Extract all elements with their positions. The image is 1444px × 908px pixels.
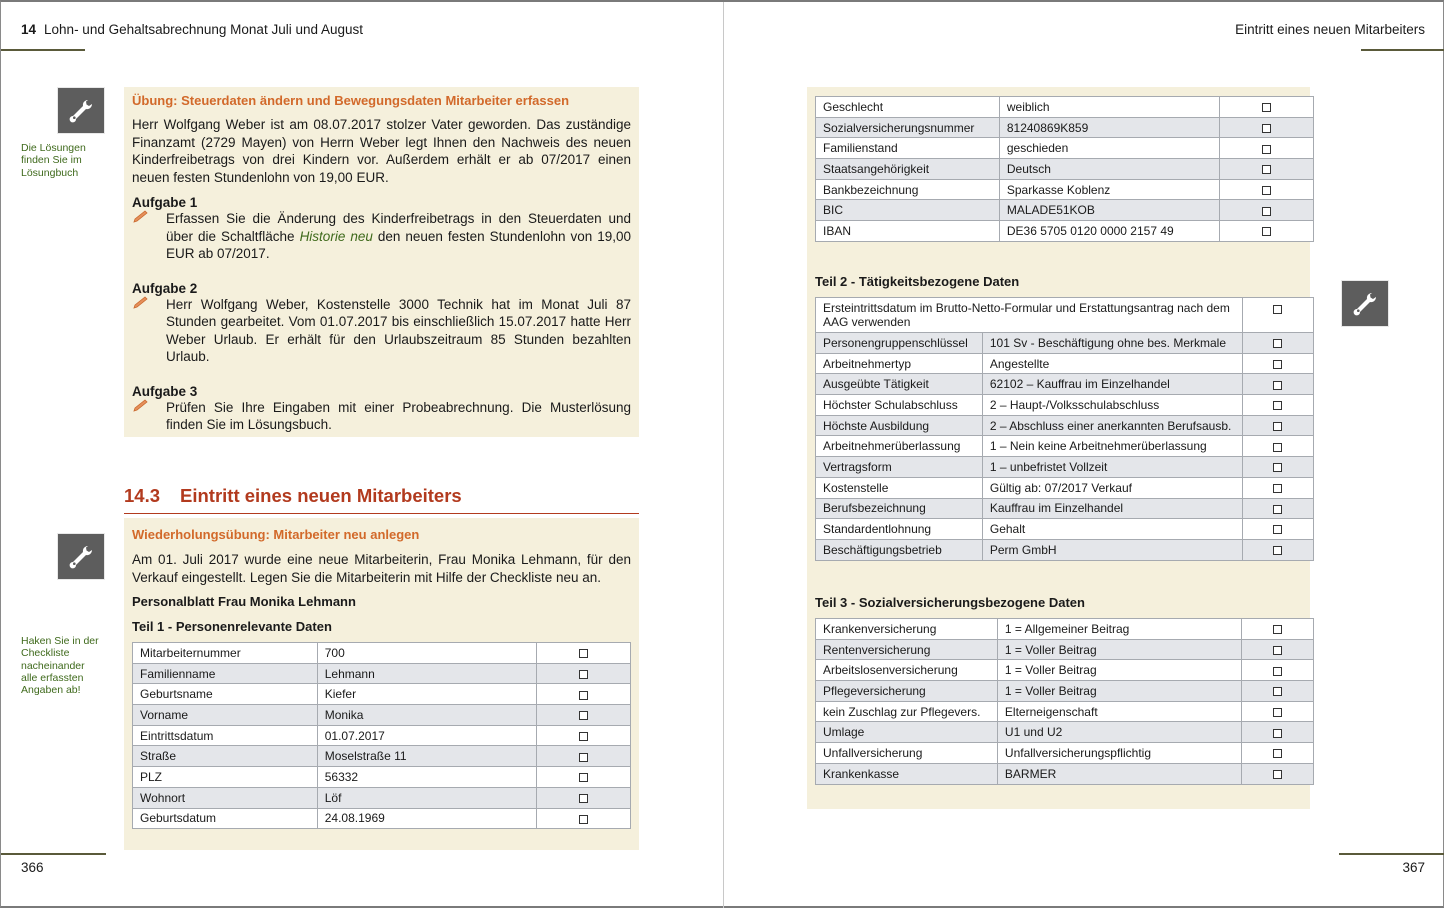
row-label: Geburtsdatum [133,808,318,829]
row-value: Monika [317,705,537,726]
exercise-intro: Herr Wolfgang Weber ist am 08.07.2017 stolzer Vater geworden. Das zuständige Finanzamt (2729 Mayen) von Herrn Weber legt Ihnen den Nachweis des neuen Kinderfreibetrags von drei Kindern vor. Außerdem erhält er ab 07/2017 einen neuen festen Stundenlohn von 19,00 EUR. [132,117,631,185]
checkbox-icon[interactable] [1273,484,1282,493]
checkbox-cell[interactable] [537,643,631,664]
part2-checklist-table [815,297,1314,561]
checkbox-cell[interactable] [537,787,631,808]
row-label: Krankenversicherung [816,619,998,640]
part2-title: Teil 2 - Tätigkeitsbezogene Daten [815,274,1020,289]
row-label: Ausgeübte Tätigkeit [816,374,983,395]
exercise-box [124,87,639,437]
table-row [133,767,631,788]
sheet-title: Personalblatt Frau Monika Lehmann [132,594,356,609]
exercise-title: Übung: Steuerdaten ändern und Bewegungsdaten Mitarbeiter erfassen [132,93,570,108]
table-row [133,808,631,829]
checkbox-cell[interactable] [537,725,631,746]
checkbox-cell[interactable] [1242,743,1314,764]
pencil-icon [132,399,150,413]
table-row [816,221,1314,242]
checkbox-icon[interactable] [1273,339,1282,348]
table-row [816,539,1314,560]
row-label: Bankbezeichnung [816,179,1000,200]
table-row [133,725,631,746]
row-label: kein Zuschlag zur Pflegevers. [816,701,998,722]
row-value: 101 Sv - Beschäftigung ohne bes. Merkmale [982,333,1242,354]
checkbox-icon[interactable] [1273,422,1282,431]
checkbox-cell[interactable] [1242,639,1314,660]
page-number-left: 366 [21,860,44,875]
row-label: Kostenstelle [816,477,983,498]
table-row [816,138,1314,159]
checkbox-icon[interactable] [579,691,588,700]
table-row [133,663,631,684]
row-label: Beschäftigungsbetrieb [816,539,983,560]
table-row [133,705,631,726]
chapter-title: Lohn- und Gehaltsabrechnung Monat Juli und August [44,22,364,37]
table-row [816,639,1314,660]
checkbox-icon[interactable] [579,670,588,679]
right-page [724,2,1444,908]
table-row [816,722,1314,743]
row-label: Berufsbezeichnung [816,498,983,519]
checkbox-icon[interactable] [1273,770,1282,779]
chapter-number: 14 [21,22,37,37]
header-rule [1361,49,1444,51]
row-label: Höchste Ausbildung [816,415,983,436]
row-value: geschieden [999,138,1219,159]
checkbox-icon[interactable] [1273,729,1282,738]
checkbox-cell[interactable] [537,684,631,705]
table-row [816,619,1314,640]
row-label: Familienstand [816,138,1000,159]
checkbox-icon[interactable] [1273,749,1282,758]
row-label: Staatsangehörigkeit [816,159,1000,180]
checkbox-cell[interactable] [1242,477,1313,498]
part1-checklist-table [132,642,631,829]
checkbox-cell[interactable] [1242,722,1314,743]
row-label: Sozialversicherungsnummer [816,117,1000,138]
row-value: Angestellte [982,353,1242,374]
checkbox-icon[interactable] [579,732,588,741]
row-value: Gehalt [982,519,1242,540]
repeat-exercise-title: Wiederholungsübung: Mitarbeiter neu anlegen [132,527,420,542]
checkbox-icon[interactable] [579,815,588,824]
checkbox-icon[interactable] [579,649,588,658]
checkbox-icon[interactable] [1262,165,1271,174]
row-value: MALADE51KOB [999,200,1219,221]
table-row [816,117,1314,138]
checkbox-icon[interactable] [1273,625,1282,634]
pencil-icon [132,296,150,310]
repeat-exercise-intro: Am 01. Juli 2017 wurde eine neue Mitarbeiterin, Frau Monika Lehmann, für den Verkauf eingestellt. Legen Sie die Mitarbeiterin mit Hilfe der Checkliste neu an. [132,552,631,585]
row-label: Vorname [133,705,318,726]
row-value: 700 [317,643,537,664]
checkbox-icon[interactable] [1273,708,1282,717]
checkbox-icon[interactable] [1262,103,1271,112]
page-number-right: 367 [1402,860,1425,875]
checkbox-icon[interactable] [1262,145,1271,154]
table-row [816,660,1314,681]
row-value: Elterneigenschaft [997,701,1241,722]
row-label: Pflegeversicherung [816,681,998,702]
table-row [816,97,1314,118]
table-row [816,298,1314,333]
checkbox-icon[interactable] [1262,207,1271,216]
row-value: 62102 – Kauffrau im Einzelhandel [982,374,1242,395]
row-label: Wohnort [133,787,318,808]
table-row [133,746,631,767]
table-row [816,353,1314,374]
wrench-icon [57,87,105,134]
row-value: 1 – unbefristet Vollzeit [982,457,1242,478]
table-row [816,395,1314,416]
margin-note-solutions: Die Lösungen finden Sie im Lösungbuch [21,142,86,179]
checkbox-cell[interactable] [537,767,631,788]
checkbox-icon[interactable] [1262,227,1271,236]
checkbox-cell[interactable] [1242,763,1314,784]
checkbox-icon[interactable] [579,794,588,803]
checkbox-cell[interactable] [1242,660,1314,681]
checkbox-cell[interactable] [1242,539,1313,560]
table-row [816,519,1314,540]
row-value: 2 – Haupt-/Volksschulabschluss [982,395,1242,416]
table-row [816,498,1314,519]
row-value: 2 – Abschluss einer anerkannten Berufsausb. [982,415,1242,436]
row-value: Lehmann [317,663,537,684]
task-1-heading: Aufgabe 1 [132,195,198,210]
row-value: Kauffrau im Einzelhandel [982,498,1242,519]
row-label: BIC [816,200,1000,221]
part3-checklist-table [815,618,1314,785]
checkbox-icon[interactable] [1273,463,1282,472]
checkbox-icon[interactable] [1273,443,1282,452]
row-value: Löf [317,787,537,808]
row-value: 1 = Voller Beitrag [997,681,1241,702]
task-1: Erfassen Sie die Änderung des Kinderfreibetrags in den Steuerdaten und über die Schaltfläche Historie neu den neuen festen Stundenlohn von 19,00 EUR ab 07/2017. [132,210,631,263]
row-label: Rentenversicherung [816,639,998,660]
running-head-left [21,22,363,37]
footer-rule [1339,853,1444,855]
row-value: weiblich [999,97,1219,118]
row-label: Eintrittsdatum [133,725,318,746]
row-value: U1 und U2 [997,722,1241,743]
historie-neu-highlight: Historie neu [299,228,373,244]
row-label: Standardentlohnung [816,519,983,540]
table-row [133,643,631,664]
checkbox-cell[interactable] [1219,200,1313,221]
footer-rule [1,853,106,855]
table-row [816,333,1314,354]
checkbox-cell[interactable] [1242,701,1314,722]
part1-continued-table [815,96,1314,242]
checkbox-cell[interactable] [1242,415,1313,436]
checkbox-cell[interactable] [1242,457,1313,478]
part3-title: Teil 3 - Sozialversicherungsbezogene Daten [815,595,1085,610]
checkbox-cell[interactable] [1242,519,1313,540]
task-3-heading: Aufgabe 3 [132,383,198,399]
row-value: 1 – Nein keine Arbeitnehmerüberlassung [982,436,1242,457]
checkbox-icon[interactable] [1273,381,1282,390]
row-label: PLZ [133,767,318,788]
row-value: Kiefer [317,684,537,705]
row-value: Deutsch [999,159,1219,180]
row-value: 01.07.2017 [317,725,537,746]
part1-title: Teil 1 - Personenrelevante Daten [132,619,332,634]
table-row [816,374,1314,395]
pencil-icon [132,210,150,224]
row-label: IBAN [816,221,1000,242]
row-value: Unfallversicherungspflichtig [997,743,1241,764]
checkbox-icon[interactable] [1273,646,1282,655]
row-label: Ersteintrittsdatum im Brutto-Netto-Formular und Erstattungsantrag nach dem AAG verwenden [816,298,1243,333]
checkbox-cell[interactable] [1242,298,1313,333]
margin-note-checklist: Haken Sie in der Checkliste nacheinander alle erfassten Angaben ab! [21,635,99,697]
row-label: Umlage [816,722,998,743]
row-label: Arbeitslosenversicherung [816,660,998,681]
checkbox-cell[interactable] [1242,333,1313,354]
row-value: Perm GmbH [982,539,1242,560]
table-row [133,787,631,808]
table-row [816,457,1314,478]
checkbox-cell[interactable] [1219,179,1313,200]
checkbox-icon[interactable] [1262,186,1271,195]
checkbox-cell[interactable] [1242,619,1314,640]
checkbox-icon[interactable] [579,773,588,782]
table-row [816,763,1314,784]
wrench-icon [57,533,105,580]
table-row [816,159,1314,180]
checkbox-cell[interactable] [1219,159,1313,180]
checkbox-cell[interactable] [1242,498,1313,519]
checkbox-cell[interactable] [1242,353,1313,374]
checkbox-icon[interactable] [1273,505,1282,514]
checkbox-icon[interactable] [1273,667,1282,676]
section-heading [124,485,639,514]
checkbox-cell[interactable] [1219,221,1313,242]
table-row [816,743,1314,764]
task-3: Prüfen Sie Ihre Eingaben mit einer Probeabrechnung. Die Musterlösung finden Sie im Lösungsbuch. [132,399,631,434]
checkbox-cell[interactable] [1219,97,1313,118]
header-rule [1,49,85,51]
task-2-heading: Aufgabe 2 [132,280,198,296]
checkbox-icon[interactable] [1273,687,1282,696]
row-value: Sparkasse Koblenz [999,179,1219,200]
checkbox-icon[interactable] [579,753,588,762]
checkbox-icon[interactable] [1273,546,1282,555]
checkbox-icon[interactable] [579,711,588,720]
row-label: Straße [133,746,318,767]
row-label: Familienname [133,663,318,684]
row-label: Arbeitnehmerüberlassung [816,436,983,457]
table-row [816,681,1314,702]
checkbox-icon[interactable] [1262,124,1271,133]
row-value: 1 = Voller Beitrag [997,660,1241,681]
table-row [133,684,631,705]
checkbox-cell[interactable] [1219,138,1313,159]
checkbox-icon[interactable] [1273,525,1282,534]
checkbox-cell[interactable] [1219,117,1313,138]
left-page [1,2,723,908]
checkbox-cell[interactable] [1242,395,1313,416]
section-title: Eintritt eines neuen Mitarbeiters [180,485,462,506]
row-label: Mitarbeiternummer [133,643,318,664]
checkbox-cell[interactable] [537,808,631,829]
row-label: Vertragsform [816,457,983,478]
row-value: 24.08.1969 [317,808,537,829]
wrench-icon [1341,280,1389,327]
row-value: Moselstraße 11 [317,746,537,767]
section-number: 14.3 [124,485,161,506]
row-label: Geburtsname [133,684,318,705]
row-label: Krankenkasse [816,763,998,784]
table-row [816,200,1314,221]
checkbox-cell[interactable] [537,746,631,767]
table-row [816,701,1314,722]
row-value: Gültig ab: 07/2017 Verkauf [982,477,1242,498]
checkbox-cell[interactable] [537,663,631,684]
row-value: 81240869K859 [999,117,1219,138]
checkbox-cell[interactable] [1242,374,1313,395]
table-row [816,477,1314,498]
row-value: 56332 [317,767,537,788]
row-label: Höchster Schulabschluss [816,395,983,416]
checkbox-cell[interactable] [537,705,631,726]
table-row [816,436,1314,457]
row-label: Arbeitnehmertyp [816,353,983,374]
checkbox-icon[interactable] [1273,401,1282,410]
table-row [816,179,1314,200]
row-value: 1 = Allgemeiner Beitrag [997,619,1241,640]
checkbox-cell[interactable] [1242,436,1313,457]
running-head-right: Eintritt eines neuen Mitarbeiters [1235,22,1425,37]
row-value: 1 = Voller Beitrag [997,639,1241,660]
row-label: Geschlecht [816,97,1000,118]
row-label: Unfallversicherung [816,743,998,764]
checkbox-icon[interactable] [1273,305,1282,314]
row-value: DE36 5705 0120 0000 2157 49 [999,221,1219,242]
checkbox-icon[interactable] [1273,360,1282,369]
task-2: Herr Wolfgang Weber, Kostenstelle 3000 Technik hat im Monat Juli 87 Stunden gearbeitet. Vom 01.07.2017 bis einschließlich 15.07.2017 hatte Herr Weber Urlaub. Er erhält für den Urlaubszeitraum 85 Stunden bezahlten Urlaub. [132,296,631,366]
row-value: BARMER [997,763,1241,784]
row-label: Personengruppenschlüssel [816,333,983,354]
table-row [816,415,1314,436]
checkbox-cell[interactable] [1242,681,1314,702]
